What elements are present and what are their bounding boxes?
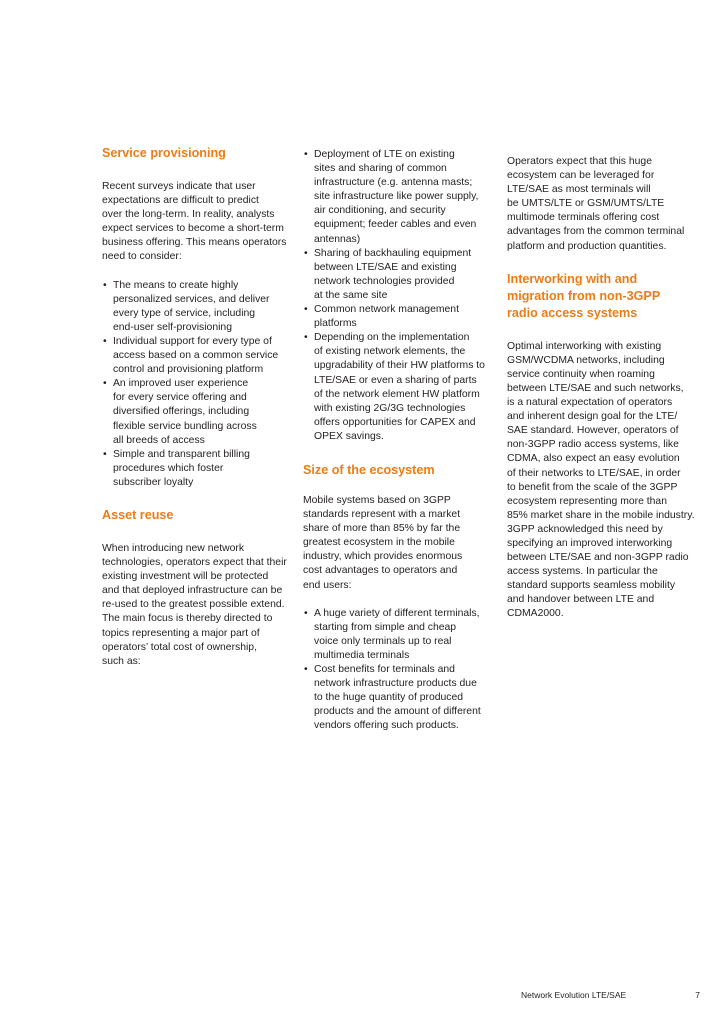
text-line: and that deployed infrastructure can be (102, 585, 283, 597)
text-line: such as: (102, 655, 141, 667)
bullet-item (102, 335, 292, 377)
text-line: The main focus is thereby directed to (102, 613, 273, 625)
text-line: equipment; feeder cables and even (314, 219, 477, 231)
text-line: SAE standard. However, operators of (507, 425, 679, 437)
service-provisioning-paragraph (102, 180, 292, 265)
text-line: OPEX savings. (314, 430, 384, 442)
text-line: Simple and transparent billing (113, 448, 250, 460)
text-line: with existing 2G/3G technologies (314, 402, 466, 414)
asset-reuse-paragraph (102, 542, 292, 669)
text-line: Mobile systems based on 3GPP (303, 494, 451, 506)
text-line: and inherent design goal for the LTE/ (507, 411, 678, 423)
text-line: CDMA, also expect an easy evolution (507, 453, 680, 465)
text-line: network technologies provided (314, 275, 455, 287)
text-line: When introducing new network (102, 542, 245, 554)
text-line: and handover between LTE and (507, 594, 655, 606)
ecosystem-paragraph (303, 494, 495, 593)
text-line: of existing network elements, the (314, 346, 466, 358)
text-line: expect services to become a short-term (102, 223, 284, 235)
text-line: is a natural expectation of operators (507, 397, 673, 409)
column-3 (507, 155, 697, 622)
text-line: platforms (314, 318, 357, 330)
bullet-item (303, 607, 495, 663)
text-line: standard supports seamless mobility (507, 580, 676, 592)
heading-interworking (507, 271, 697, 322)
text-line: Deployment of LTE on existing (314, 149, 455, 160)
text-line: voice only terminals up to real (314, 635, 452, 647)
text-line: flexible service bundling across (113, 420, 257, 432)
text-line: subscriber loyalty (113, 476, 194, 488)
text-line: products and the amount of different (314, 706, 481, 718)
text-line: for every service offering and (113, 392, 247, 404)
heading-service-provisioning: Service provisioning (102, 146, 226, 160)
text-line: between LTE/SAE and existing (314, 261, 457, 273)
text-line: over the long-term. In reality, analysts (102, 209, 275, 221)
text-line: 85% market share in the mobile industry. (507, 509, 695, 521)
text-line: ecosystem representing more than (507, 495, 667, 507)
text-line: Depending on the implementation (314, 332, 470, 344)
text-line: multimode terminals offering cost (507, 212, 660, 224)
text-line: migration from non-3GPP (507, 288, 661, 303)
bullet-item (303, 663, 495, 733)
text-line: LTE/SAE as most terminals will (507, 184, 651, 196)
text-line: procedures which foster (113, 462, 224, 474)
text-line: re-used to the greatest possible extend. (102, 599, 285, 611)
text-line: GSM/WCDMA networks, including (507, 354, 665, 366)
asset-reuse-list (303, 148, 495, 444)
text-line: air conditioning, and security (314, 205, 446, 217)
page-number: 7 (695, 990, 700, 1000)
text-line: of their networks to LTE/SAE, in order (507, 467, 681, 479)
bullet-item (102, 377, 292, 447)
text-line: antennas) (314, 233, 361, 245)
service-needs-list (102, 279, 292, 490)
text-line: access based on a common service (113, 350, 279, 362)
text-line: to benefit from the scale of the 3GPP (507, 481, 678, 493)
interworking-paragraph (507, 340, 697, 622)
text-line: platform and production quantities. (507, 240, 667, 252)
ecosystem-list (303, 607, 495, 734)
text-line: between LTE/SAE and such networks, (507, 382, 684, 394)
text-line: Common network management (314, 304, 459, 316)
text-line: site infrastructure like power supply, (314, 191, 479, 203)
text-line: greatest ecosystem in the mobile (303, 537, 455, 549)
text-line: multimedia terminals (314, 649, 410, 661)
text-line: radio access systems (507, 305, 638, 320)
text-line: Interworking with and (507, 271, 638, 286)
text-line: sites and sharing of common (314, 163, 447, 175)
bullet-item (303, 247, 495, 303)
ecosystem-leverage-paragraph (507, 155, 697, 254)
text-line: technologies, operators expect that their (102, 557, 287, 569)
text-line: Individual support for every type of (113, 335, 272, 347)
text-line: vendors offering such products. (314, 720, 459, 732)
text-line: share of more than 85% by far the (303, 523, 461, 535)
text-line: access systems. In particular the (507, 566, 658, 578)
text-line: control and provisioning platform (113, 364, 264, 376)
text-line: to the huge quantity of produced (314, 692, 464, 704)
text-line: end-user self-provisioning (113, 321, 232, 333)
text-line: standards represent with a market (303, 509, 461, 521)
text-line: industry, which provides enormous (303, 551, 463, 563)
text-line: starting from simple and cheap (314, 621, 457, 633)
footer-title: Network Evolution LTE/SAE (521, 990, 627, 1000)
text-line: 3GPP acknowledged this need by (507, 523, 663, 535)
text-line: at the same site (314, 289, 388, 301)
bullet-item (303, 148, 495, 247)
text-line: An improved user experience (113, 378, 249, 390)
bullet-item (102, 448, 292, 490)
text-line: personalized services, and deliver (113, 293, 270, 305)
text-line: every type of service, including (113, 307, 256, 319)
text-line: Optimal interworking with existing (507, 340, 662, 352)
text-line: non-3GPP radio access systems, like (507, 439, 679, 451)
column-2 (303, 148, 495, 733)
text-line: specifying an improved interworking (507, 537, 673, 549)
text-line: cost advantages to operators and (303, 565, 458, 577)
text-line: advantages from the common terminal (507, 226, 685, 238)
text-line: upgradability of their HW platforms to (314, 360, 485, 372)
text-line: topics representing a major part of (102, 627, 260, 639)
text-line: operators’ total cost of ownership, (102, 641, 257, 653)
text-line: Cost benefits for terminals and (314, 664, 455, 675)
text-line: Recent surveys indicate that user (102, 181, 256, 192)
heading-asset-reuse: Asset reuse (102, 507, 174, 522)
text-line: business offering. This means operators (102, 237, 287, 249)
text-line: CDMA2000. (507, 608, 564, 620)
bullet-item (102, 279, 292, 335)
text-line: existing investment will be protected (102, 571, 269, 583)
text-line: expectations are difficult to predict (102, 195, 259, 207)
text-line: of the network element HW platform (314, 388, 480, 400)
text-line: diversified offerings, including (113, 406, 250, 418)
text-line: infrastructure (e.g. antenna masts; (314, 177, 473, 189)
text-line: Sharing of backhauling equipment (314, 247, 472, 259)
text-line: A huge variety of different terminals, (314, 607, 480, 619)
bullet-item (303, 303, 495, 331)
text-line: The means to create highly (113, 279, 239, 291)
bullet-item (303, 331, 495, 444)
text-line: all breeds of access (113, 434, 205, 446)
text-line: service continuity when roaming (507, 368, 655, 380)
text-line: need to consider: (102, 251, 182, 263)
text-line: ecosystem can be leveraged for (507, 170, 655, 182)
text-line: end users: (303, 579, 352, 591)
text-line: LTE/SAE or even a sharing of parts (314, 374, 477, 386)
text-line: be UMTS/LTE or GSM/UMTS/LTE (507, 198, 665, 210)
column-1 (102, 145, 292, 669)
text-line: network infrastructure products due (314, 678, 477, 690)
text-line: between LTE/SAE and non-3GPP radio (507, 552, 689, 564)
heading-size-of-ecosystem: Size of the ecosystem (303, 462, 435, 477)
text-line: Operators expect that this huge (507, 156, 652, 167)
text-line: offers opportunities for CAPEX and (314, 416, 476, 428)
